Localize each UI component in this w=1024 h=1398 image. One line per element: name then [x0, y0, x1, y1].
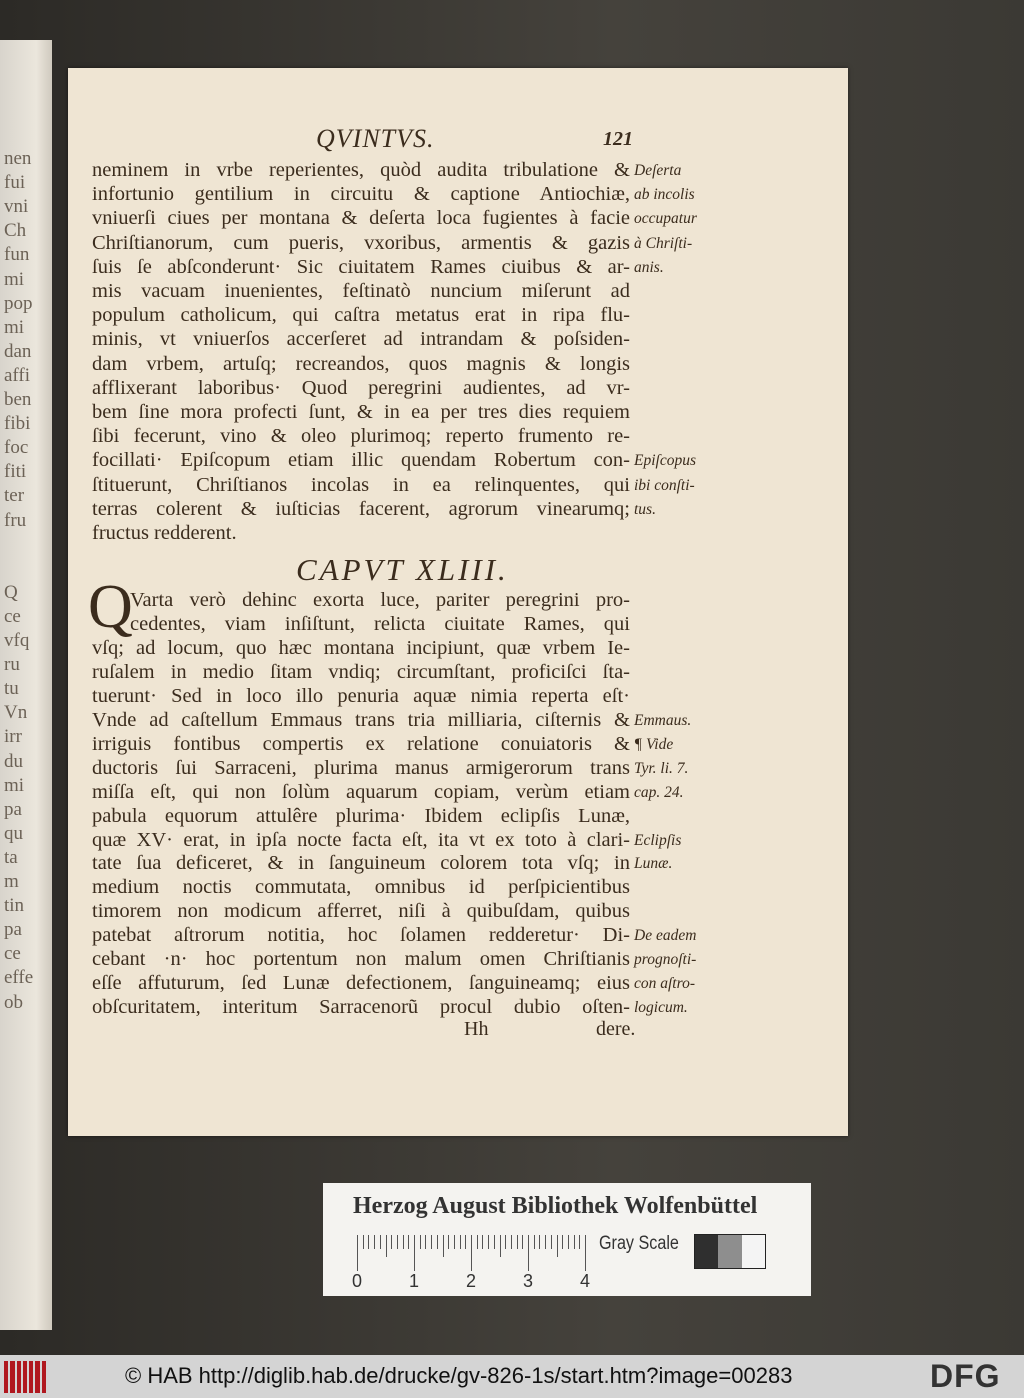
ruler-label: 0: [352, 1271, 363, 1291]
facing-page-fragment: fui: [4, 172, 26, 194]
ruler-tick: [539, 1235, 540, 1249]
dfg-logo: DFG: [930, 1358, 1001, 1394]
facing-page-fragment: fru: [4, 509, 27, 531]
facing-page-fragment: mi: [4, 774, 25, 796]
text-line: vſq; ad locum, quo hæc montana incipiunt, quæ vrbem Ie-: [92, 636, 630, 659]
text-line: ſibi fecerunt, vino & oleo plurimoq; reperto frumento re-: [92, 425, 630, 448]
facing-page-fragment: du: [4, 750, 23, 772]
facing-page-fragment: ben: [4, 389, 32, 410]
text-line: medium noctis commutata, omnibus id perſpicientibus: [92, 876, 630, 899]
margin-note: ¶ Vide: [634, 735, 674, 753]
text-line: ductoris ſui Sarraceni, plurima manus armigerorum trans: [92, 756, 630, 779]
ruler-tick: [471, 1235, 472, 1271]
text-line: quæ XV· erat, in ipſa nocte facta eſt, ita vt ex toto à clari-: [92, 828, 630, 851]
ruler-tick: [562, 1235, 563, 1249]
gray-scale-swatches: [694, 1234, 766, 1269]
text-line: infortunio gentilium in circuitu & captione Antiochiæ,: [92, 183, 630, 206]
margin-note: con aſtro-: [634, 975, 695, 993]
ruler-tick: [454, 1235, 455, 1249]
ruler-tick: [374, 1235, 375, 1249]
ruler-tick: [391, 1235, 392, 1249]
ruler-tick: [551, 1235, 552, 1249]
facing-page-fragment: pa: [4, 919, 22, 941]
ruler-tick: [425, 1235, 426, 1249]
facing-page-fragment: ce: [4, 943, 21, 965]
signature-mark: Hh: [464, 1018, 489, 1040]
facing-page-fragment: fun: [4, 244, 30, 266]
margin-note: prognoſti-: [634, 951, 697, 969]
facing-page-fragment: ta: [4, 846, 18, 868]
text-line: ſuis ſe abſconderunt· Sic ciuitatem Rames ciuibus & ar-: [92, 255, 630, 278]
ruler-label: 4: [580, 1271, 591, 1291]
text-line: tate ſua deficeret, & in ſanguineum colorem tota vſq; in: [92, 852, 630, 875]
facing-page-fragment: effe: [4, 967, 34, 989]
ruler-tick: [386, 1235, 387, 1257]
text-line: Chriſtianorum, cum pueris, vxoribus, armentis & gazis: [92, 231, 630, 254]
book-page: [68, 68, 848, 1136]
facing-page-fragment: Q: [4, 581, 18, 603]
facing-page-fragment: tu: [4, 678, 19, 700]
text-line: populum catholicum, qui caſtra metatus erat in ripa flu-: [92, 304, 630, 327]
facing-page-fragment: ob: [4, 991, 23, 1013]
ruler-tick: [494, 1235, 495, 1249]
ruler-tick: [482, 1235, 483, 1249]
text-line: bem ſine mora profecti ſunt, & in ea per tres dies requiem: [92, 401, 630, 423]
facing-page-fragment: tin: [4, 895, 25, 917]
gray-scale-label: Gray Scale: [599, 1233, 679, 1254]
ruler-tick: [357, 1235, 358, 1271]
text-line: minis, vt vniuerſos accerſeret ad intrandam & poſsiden-: [92, 328, 630, 351]
ruler-tick: [368, 1235, 369, 1249]
margin-note: logicum.: [634, 999, 688, 1017]
chapter-title: CAPVT XLIII.: [296, 552, 509, 587]
margin-note: ab incolis: [634, 186, 695, 204]
ruler-tick: [534, 1235, 535, 1249]
ruler-tick: [448, 1235, 449, 1249]
card-title: Herzog August Bibliothek Wolfenbüttel: [353, 1193, 758, 1219]
margin-note: Deſerta: [634, 162, 682, 179]
ruler-tick: [437, 1235, 438, 1249]
facing-page-fragment: fibi: [4, 413, 31, 435]
text-line: ruſalem in medio ſitam vndiq; circumſtant, proficiſci ſta-: [92, 660, 630, 683]
ruler-tick: [460, 1235, 461, 1249]
text-line: cedentes, viam inſiſtunt, relicta ciuitate Rames, qui: [130, 612, 630, 635]
ruler-tick: [511, 1235, 512, 1249]
running-head: QVINTVS.: [316, 124, 435, 153]
facing-page-fragment: nen: [4, 148, 32, 169]
color-card: [323, 1183, 811, 1296]
ruler-tick: [465, 1235, 466, 1249]
margin-note: Tyr. li. 7.: [634, 759, 689, 777]
text-line: Vnde ad caſtellum Emmaus trans tria milliaria, ciſternis &: [92, 708, 630, 731]
ruler-tick: [414, 1235, 415, 1271]
text-line: obſcuritatem, interitum Sarracenorũ procul dubio oſten-: [92, 996, 630, 1019]
margin-note: occupatur: [634, 210, 697, 228]
text-line: tuerunt· Sed in loco illo penuria aquæ nimia reperta eſt·: [92, 684, 630, 707]
text-line: fructus redderent.: [92, 522, 237, 544]
ruler-label: 3: [523, 1271, 534, 1291]
margin-note: tus.: [634, 500, 656, 518]
text-line: cebant ·n· hoc portentum non malum omen Chriſtianis: [92, 948, 630, 971]
facing-page-fragment: irr: [4, 726, 22, 748]
gray-swatch: [742, 1235, 765, 1268]
gray-swatch: [695, 1235, 718, 1268]
margin-note: à Chriſti-: [634, 234, 693, 252]
ruler-tick: [522, 1235, 523, 1249]
facing-page-fragment: ce: [4, 605, 21, 627]
facing-page-fragment: qu: [4, 822, 23, 844]
hab-logo: [4, 1361, 46, 1393]
margin-note: Eclipſis: [634, 831, 682, 849]
facing-page-fragment: mi: [4, 316, 25, 338]
text-line: pabula equorum attulêre plurima· Ibidem eclipſis Lunæ,: [92, 804, 630, 827]
margin-note: Lunæ.: [634, 855, 673, 873]
facing-page-fragment: m: [4, 871, 19, 892]
text-line: vniuerſi ciues per montana & deſerta loca fugientes à facie: [92, 207, 630, 230]
text-line: dam vrbem, artuſq; recreandos, quos magnis & longis: [92, 352, 630, 375]
ruler-tick: [363, 1235, 364, 1249]
ruler-tick: [443, 1235, 444, 1257]
margin-note: cap. 24.: [634, 783, 684, 801]
ruler-tick: [568, 1235, 569, 1249]
ruler-tick: [403, 1235, 404, 1249]
ruler-tick: [420, 1235, 421, 1249]
text-line: Varta verò dehinc exorta luce, pariter peregrini pro-: [130, 589, 630, 611]
facing-page-fragment: fiti: [4, 461, 27, 483]
catchword: dere.: [596, 1018, 636, 1040]
footer-copyright-link[interactable]: © HAB http://diglib.hab.de/drucke/gv-826-1s/start.htm?image=00283: [125, 1363, 793, 1388]
ruler-tick: [574, 1235, 575, 1249]
ruler-tick: [397, 1235, 398, 1249]
margin-note: De eadem: [634, 927, 697, 945]
facing-page-fragment: Vn: [4, 702, 28, 724]
text-line: miſſa eſt, qui non ſolùm aquarum copiam, verùm etiam: [92, 780, 630, 803]
ruler-label: 2: [466, 1271, 477, 1291]
ruler-tick: [545, 1235, 546, 1249]
margin-note: Emmaus.: [634, 711, 692, 729]
text-line: focillati· Epiſcopum etiam illic quendam Robertum con-: [92, 449, 630, 472]
ruler-tick: [408, 1235, 409, 1249]
margin-note: Epiſcopus: [634, 452, 696, 470]
facing-page-fragment: vni: [4, 196, 29, 218]
text-line: timorem non modicum afferret, niſi à quibuſdam, quibus: [92, 900, 630, 923]
ruler-tick: [431, 1235, 432, 1249]
text-line: neminem in vrbe reperientes, quòd audita tribulatione &: [92, 159, 630, 181]
ruler-tick: [505, 1235, 506, 1249]
ruler-tick: [380, 1235, 381, 1249]
facing-page-fragment: foc: [4, 437, 29, 459]
ruler-tick: [585, 1235, 586, 1271]
gray-swatch: [718, 1235, 741, 1268]
ruler: [357, 1235, 589, 1271]
facing-page-edge: [0, 40, 52, 1330]
ruler-tick: [517, 1235, 518, 1249]
margin-note: ibi conſti-: [634, 476, 695, 494]
ruler-tick: [477, 1235, 478, 1249]
facing-page-fragment: affi: [4, 364, 31, 386]
facing-page-fragment: ter: [4, 485, 25, 507]
ruler-tick: [500, 1235, 501, 1257]
text-line: irriguis fontibus compertis ex relatione conuiatoris &: [92, 732, 630, 755]
ruler-label: 1: [409, 1271, 420, 1291]
facing-page-fragment: ru: [4, 654, 20, 676]
ruler-tick: [528, 1235, 529, 1271]
margin-note: anis.: [634, 258, 664, 276]
ruler-tick: [579, 1235, 580, 1249]
facing-page-fragment: pa: [4, 798, 22, 820]
text-line: ſtituerunt, Chriſtianos incolas in ea relinquentes, qui: [92, 473, 630, 496]
facing-page-fragment: dan: [4, 340, 32, 362]
facing-page-fragment: vfq: [4, 630, 30, 651]
ruler-tick: [557, 1235, 558, 1257]
text-line: patebat aſtrorum notitia, hoc ſolamen redderetur· Di-: [92, 924, 630, 947]
facing-page-fragment: Ch: [4, 220, 27, 242]
facing-page-fragment: pop: [4, 292, 33, 314]
ruler-tick: [488, 1235, 489, 1249]
text-line: eſſe affuturum, ſed Lunæ defectionem, ſanguineamq; eius: [92, 972, 630, 995]
footer-bar: [0, 1355, 1024, 1398]
page-number: 121: [603, 128, 633, 150]
drop-cap: Q: [88, 573, 133, 641]
text-line: afflixerant laboribus· Quod peregrini audientes, ad vr-: [92, 376, 630, 399]
text-line: mis vacuam inuenientes, feſtinatò nuncium miſerunt ad: [92, 280, 630, 302]
facing-page-fragment: mi: [4, 268, 25, 290]
text-line: terras colerent & iuſticias facerent, agrorum vinearumq;: [92, 497, 630, 520]
